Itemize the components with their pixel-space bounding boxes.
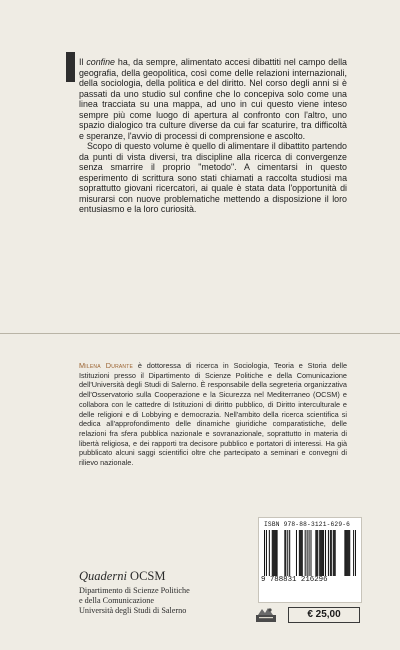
series-block — [79, 569, 249, 616]
section-divider — [0, 333, 400, 334]
series-title — [79, 569, 249, 583]
blurb-paragraph-1-text: ha, da sempre, alimentato accesi dibattiti nel campo della geografia, della geopolitica, così come delle relazioni internazionali, della sociologia, della politica e del diritto. Nel corso degli anni si è passati da uno studio sul confine che lo concepiva solo come una linea tracciata su una mappa, ad uno in cui questo viene inteso sempre più come luogo di apertura al confronto con l'altro, uno spazio dialogico tra culture diverse da cui far scaturire, tra difficoltà e speranze, l'avvio di processi di comprensione e ascolto. — [79, 57, 347, 141]
blurb-paragraph-1 — [79, 57, 347, 141]
series-title-rest: OCSM — [126, 569, 166, 583]
decorative-bar — [66, 52, 75, 82]
author-bio-paragraph — [79, 361, 347, 468]
blurb-lead-word: confine — [86, 57, 115, 67]
barcode-icon — [264, 530, 356, 576]
blurb-paragraph-2: Scopo di questo volume è quello di alimentare il dibattito partendo da punti di vista diversi, tra discipline alla ricerca di convergenze senza smarrire il proprio "metodo". A cimentarsi in questo esperimento di scrittura sono stati chiamati a raccolta studiosi ma soprattutto giovani ricercatori, ai quale è stata data l'opportunità di misurarsi con nuove problematiche mettendo a disposizione il loro entusiasmo e la loro curiosità. — [79, 141, 347, 214]
department-line-3: Università degli Studi di Salerno — [79, 606, 187, 615]
department-line-2: e della Comunicazione — [79, 596, 155, 605]
publisher-logo-icon — [255, 606, 277, 623]
blurb-intro: Il — [79, 57, 87, 67]
series-title-italic: Quaderni — [79, 569, 127, 583]
price-tag: € 25,00 — [288, 607, 360, 623]
back-cover-blurb — [79, 57, 347, 215]
author-bio-text: è dottoressa di ricerca in Sociologia, Teoria e Storia delle Istituzioni presso il Dipartimento di Scienze Politiche e della Comunicazione dell'Università degli Studi di Salerno. È responsabile della segreteria organizzativa dell'Osservatorio sulla Cooperazione e la Sicurezza nel Mediterraneo (OCSM) e collabora con le cattedre di Istituzioni di diritto pubblico, di Diritto interculturale e delle religioni e di Lobbying e democrazia. Nell'ambito della ricerca scientifica si dedica all'approfondimento delle dinamiche giuridiche comparatistiche, delle relazioni fra sfera pubblica nazionale e sovranazionale, soprattutto in materia di libertà religiosa, e dei rapporti tra decisore pubblico e portatori di interessi. Ha già pubblicato alcuni saggi scientifici oltre che partecipato a seminari e convegni di rilievo nazionale. — [79, 361, 348, 468]
department-line-1: Dipartimento di Scienze Politiche — [79, 586, 190, 595]
isbn-label: ISBN 978-88-3121-629-6 — [264, 521, 351, 528]
author-name: Milena Durante — [79, 361, 134, 370]
barcode-digits: 9 788831 216296 — [261, 576, 328, 584]
isbn-barcode-box — [258, 517, 362, 603]
author-bio — [79, 361, 347, 468]
